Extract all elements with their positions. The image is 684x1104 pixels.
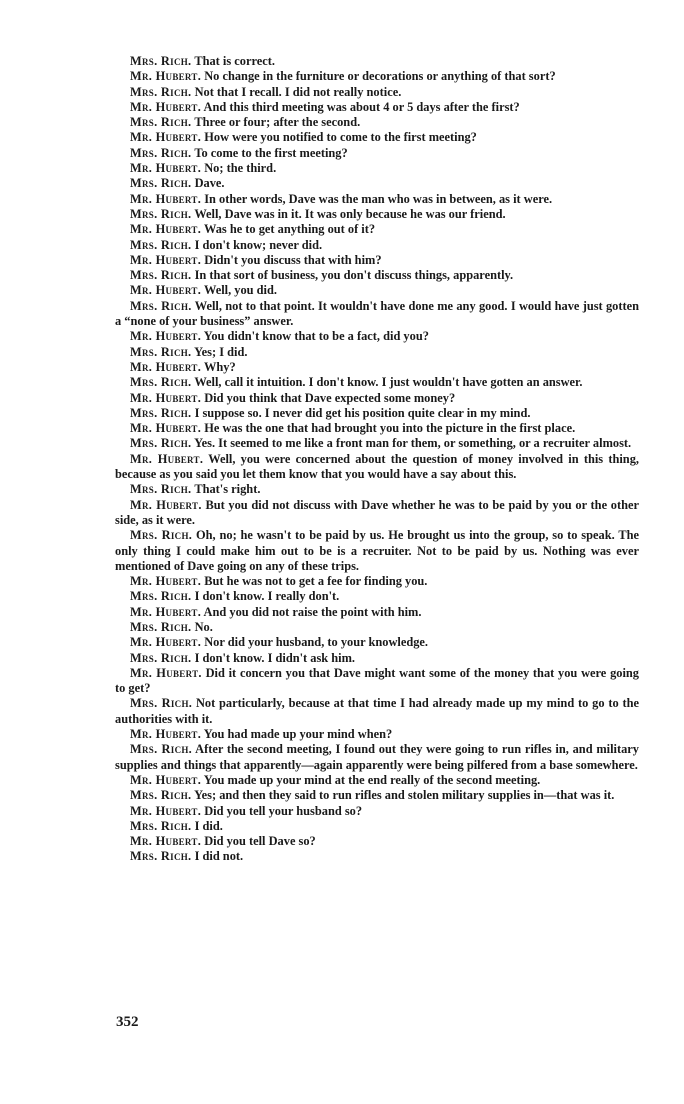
speech-text: I did. — [194, 818, 223, 833]
transcript-paragraph — [115, 192, 639, 207]
speaker-name: Mr. Hubert. — [130, 329, 202, 344]
speech-text: Yes; I did. — [194, 344, 248, 359]
speaker-name: Mr. Hubert. — [130, 772, 202, 787]
speaker-name: Mrs. Rich. — [130, 84, 192, 99]
speaker-name: Mr. Hubert. — [130, 635, 202, 650]
speech-text: I don't know. I didn't ask him. — [194, 650, 356, 665]
transcript-paragraph — [115, 69, 639, 84]
transcript-paragraph — [115, 253, 639, 268]
speaker-name: Mr. Hubert. — [130, 574, 202, 589]
speech-text: Three or four; after the second. — [194, 115, 361, 130]
transcript-paragraph — [115, 100, 639, 115]
speaker-name: Mrs. Rich. — [130, 436, 192, 451]
speech-text: Well, Dave was in it. It was only because he was our friend. — [194, 206, 506, 221]
speech-text: But he was not to get a fee for finding you. — [204, 574, 428, 589]
speaker-name: Mr. Hubert. — [130, 803, 202, 818]
transcript-paragraph — [115, 329, 639, 344]
speaker-name: Mrs. Rich. — [130, 849, 192, 864]
transcript-paragraph — [115, 574, 639, 589]
transcript-paragraph — [115, 498, 639, 529]
speech-text: In other words, Dave was the man who was in between, as it were. — [204, 191, 553, 206]
speaker-name: Mr. Hubert. — [130, 665, 202, 680]
transcript-paragraph — [115, 130, 639, 145]
transcript-paragraph — [115, 666, 639, 697]
speech-text: To come to the first meeting? — [194, 145, 348, 160]
speaker-name: Mrs. Rich. — [130, 650, 192, 665]
speech-text: Yes; and then they said to run rifles and stolen military supplies in—that was it. — [194, 788, 615, 803]
transcript-paragraph — [115, 238, 639, 253]
transcript-paragraph — [115, 773, 639, 788]
speaker-name: Mrs. Rich. — [130, 788, 192, 803]
speaker-name: Mrs. Rich. — [130, 176, 192, 191]
transcript-paragraph — [115, 742, 639, 773]
speech-text: How were you notified to come to the first meeting? — [204, 130, 477, 145]
transcript-paragraph — [115, 482, 639, 497]
speech-text: Oh, no; he wasn't to be paid by us. He brought us into the group, so to speak. The only thing I could make him out to be is a recruiter. Not to be paid by us. Nothing was ever mentioned of Dave going on any of these trips. — [115, 528, 639, 573]
speaker-name: Mrs. Rich. — [130, 145, 192, 160]
speech-text: Well, call it intuition. I don't know. I just wouldn't have gotten an answer. — [194, 375, 583, 390]
speech-text: That is correct. — [194, 54, 275, 68]
transcript-paragraph — [115, 54, 639, 69]
speaker-name: Mrs. Rich. — [130, 589, 192, 604]
speech-text: Nor did your husband, to your knowledge. — [204, 635, 429, 650]
transcript-paragraph — [115, 146, 639, 161]
speech-text: He was the one that had brought you into the picture in the first place. — [204, 421, 576, 436]
speech-text: And you did not raise the point with him. — [203, 604, 422, 619]
transcript-paragraph — [115, 222, 639, 237]
speaker-name: Mrs. Rich. — [130, 818, 192, 833]
speaker-name: Mr. Hubert. — [130, 834, 202, 849]
transcript-paragraph — [115, 283, 639, 298]
speech-text: You had made up your mind when? — [203, 727, 393, 742]
transcript-paragraph — [115, 299, 639, 330]
transcript-paragraph — [115, 651, 639, 666]
transcript-paragraph — [115, 406, 639, 421]
speech-text: Was he to get anything out of it? — [204, 222, 376, 237]
transcript-paragraph — [115, 345, 639, 360]
transcript-paragraph — [115, 834, 639, 849]
transcript-paragraph — [115, 115, 639, 130]
speech-text: I did not. — [194, 849, 244, 864]
speaker-name: Mr. Hubert. — [130, 252, 202, 267]
speaker-name: Mr. Hubert. — [130, 421, 202, 436]
speech-text: Well, you were concerned about the question of money involved in this thing, because as you said you let them know that you would have a say about this. — [115, 451, 639, 482]
transcript-paragraph — [115, 421, 639, 436]
speech-text: Well, not to that point. It wouldn't have done me any good. I would have just gotten a “none of your business” answer. — [115, 298, 640, 329]
speaker-name: Mrs. Rich. — [130, 54, 192, 68]
transcript-paragraph — [115, 788, 639, 803]
speech-text: No; the third. — [204, 161, 277, 176]
speech-text: In that sort of business, you don't discuss things, apparently. — [194, 268, 514, 283]
transcript-paragraph — [115, 268, 639, 283]
speaker-name: Mr. Hubert. — [130, 359, 202, 374]
speaker-name: Mrs. Rich. — [130, 375, 192, 390]
speaker-name: Mrs. Rich. — [130, 237, 192, 252]
transcript-paragraph — [115, 375, 639, 390]
transcript-paragraph — [115, 589, 639, 604]
speech-text: After the second meeting, I found out they were going to run rifles in, and military supplies and things that apparently—again apparently were being pilfered from a base somewhere. — [115, 742, 639, 772]
speaker-name: Mrs. Rich. — [130, 742, 193, 757]
speaker-name: Mr. Hubert. — [130, 161, 202, 176]
speech-text: But you did not discuss with Dave whether he was to be paid by you or the other side, as it were. — [115, 497, 639, 527]
transcript-paragraph — [115, 207, 639, 222]
speaker-name: Mrs. Rich. — [130, 482, 192, 497]
transcript-paragraph — [115, 635, 639, 650]
speech-text: I suppose so. I never did get his position quite clear in my mind. — [194, 405, 531, 420]
speaker-name: Mrs. Rich. — [130, 405, 192, 420]
speech-text: You made up your mind at the end really of the second meeting. — [203, 772, 541, 787]
transcript-paragraph — [115, 804, 639, 819]
speech-text: Did you tell your husband so? — [204, 803, 363, 818]
speech-text: Yes. It seemed to me like a front man for them, or something, or a recruiter almost. — [194, 436, 632, 451]
speech-text: And this third meeting was about 4 or 5 days after the first? — [203, 99, 520, 114]
speech-text: Did it concern you that Dave might want some of the money that you were going to get? — [115, 665, 639, 696]
speech-text: That's right. — [194, 482, 261, 497]
transcript-paragraph — [115, 176, 639, 191]
speaker-name: Mrs. Rich. — [130, 528, 193, 543]
speaker-name: Mr. Hubert. — [130, 283, 202, 298]
speaker-name: Mr. Hubert. — [130, 451, 204, 466]
speaker-name: Mrs. Rich. — [130, 268, 192, 283]
transcript-paragraph — [115, 605, 639, 620]
transcript-paragraph — [115, 528, 639, 574]
transcript-body — [115, 54, 639, 865]
speech-text: You didn't know that to be a fact, did you? — [203, 329, 429, 344]
speech-text: Dave. — [194, 176, 225, 191]
speaker-name: Mrs. Rich. — [130, 206, 192, 221]
speech-text: Not particularly, because at that time I had already made up my mind to go to the authorities with it. — [115, 696, 639, 726]
transcript-paragraph — [115, 85, 639, 100]
speech-text: I don't know. I really don't. — [194, 589, 340, 604]
transcript-paragraph — [115, 620, 639, 635]
speaker-name: Mr. Hubert. — [130, 604, 202, 619]
speaker-name: Mrs. Rich. — [130, 115, 192, 130]
speaker-name: Mr. Hubert. — [130, 99, 202, 114]
transcript-paragraph — [115, 360, 639, 375]
speech-text: Well, you did. — [204, 283, 277, 298]
speaker-name: Mrs. Rich. — [130, 696, 193, 711]
transcript-paragraph — [115, 819, 639, 834]
speaker-name: Mr. Hubert. — [130, 390, 202, 405]
speech-text: Did you tell Dave so? — [204, 834, 316, 849]
speaker-name: Mrs. Rich. — [130, 344, 192, 359]
transcript-paragraph — [115, 696, 639, 727]
speech-text: Did you think that Dave expected some money? — [204, 390, 456, 405]
speaker-name: Mr. Hubert. — [130, 727, 202, 742]
page-number: 352 — [116, 1014, 139, 1030]
transcript-paragraph — [115, 849, 639, 864]
transcript-paragraph — [115, 161, 639, 176]
speaker-name: Mr. Hubert. — [130, 130, 202, 145]
transcript-paragraph — [115, 391, 639, 406]
speech-text: Why? — [204, 359, 236, 374]
transcript-paragraph — [115, 436, 639, 451]
speech-text: Not that I recall. I did not really notice. — [194, 84, 402, 99]
speaker-name: Mrs. Rich. — [130, 298, 192, 313]
transcript-paragraph — [115, 452, 639, 483]
speaker-name: Mr. Hubert. — [130, 191, 202, 206]
transcript-paragraph — [115, 727, 639, 742]
speech-text: No change in the furniture or decorations or anything of that sort? — [204, 69, 556, 84]
speaker-name: Mr. Hubert. — [130, 222, 202, 237]
speech-text: Didn't you discuss that with him? — [204, 252, 382, 267]
speaker-name: Mr. Hubert. — [130, 69, 202, 84]
speech-text: I don't know; never did. — [194, 237, 323, 252]
speech-text: No. — [194, 619, 213, 634]
speaker-name: Mrs. Rich. — [130, 619, 192, 634]
speaker-name: Mr. Hubert. — [130, 497, 202, 512]
